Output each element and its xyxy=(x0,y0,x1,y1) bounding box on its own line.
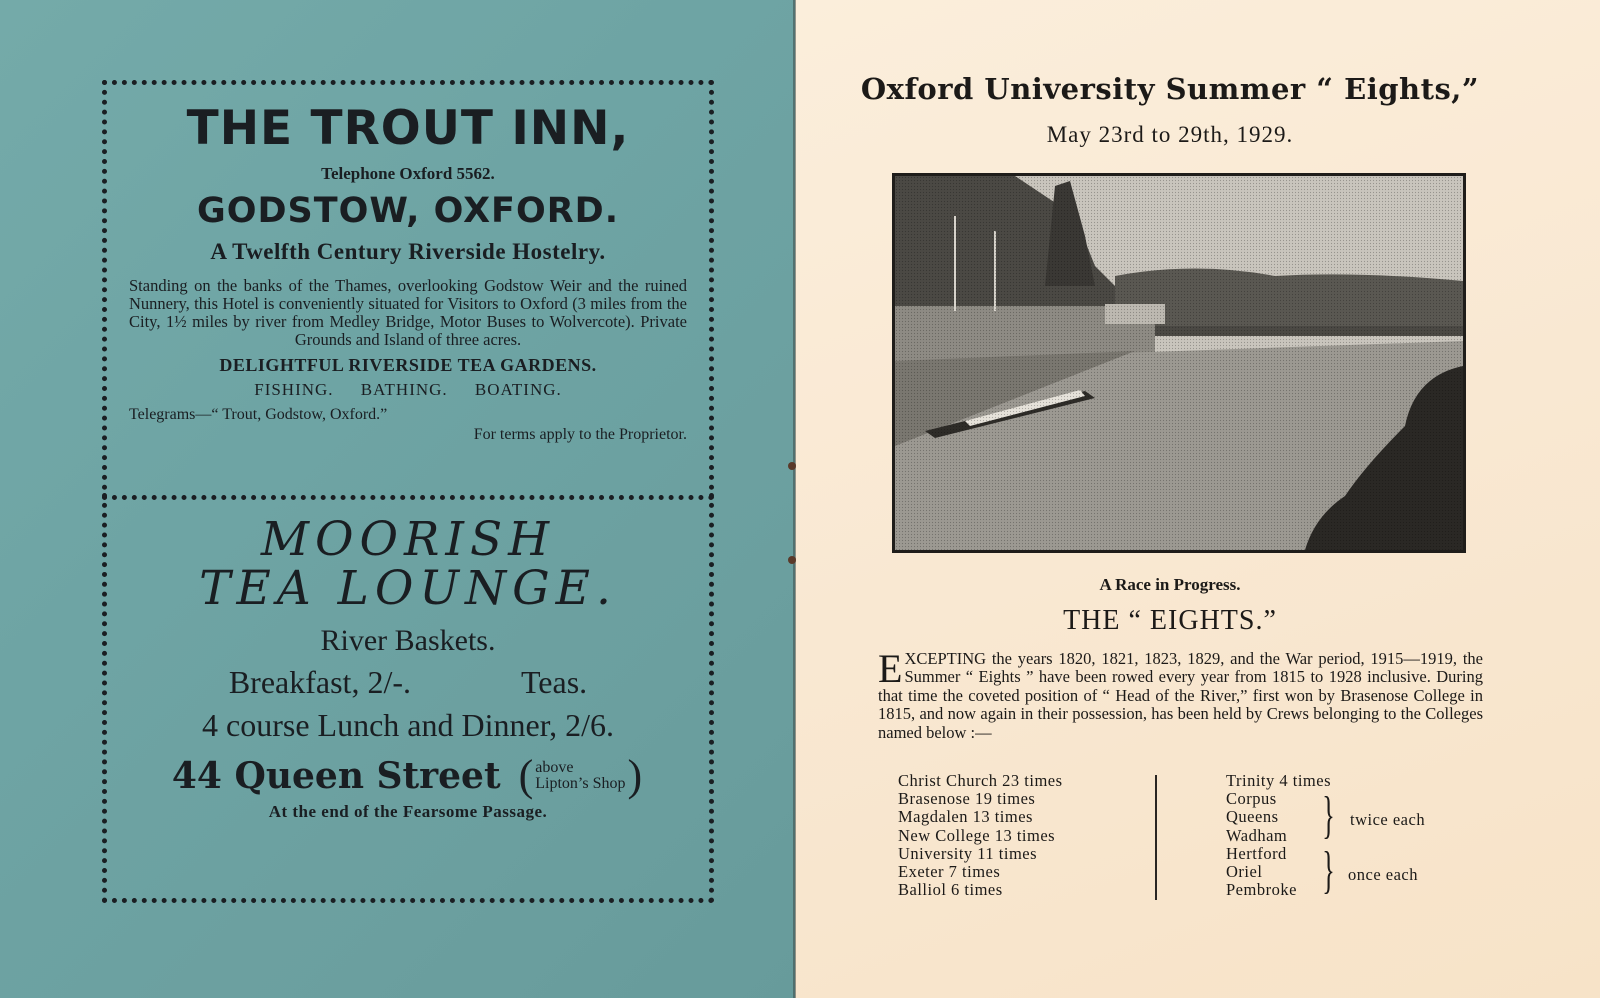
above-lipton-note xyxy=(535,760,625,792)
college-entry: University 11 times xyxy=(898,843,1038,863)
breakfast-teas-row xyxy=(107,664,709,701)
activity-fishing: FISHING. xyxy=(254,380,334,400)
moorish-tea-lounge-advert xyxy=(102,493,714,903)
college-entry: Hertford xyxy=(1226,843,1287,863)
above-text: above xyxy=(535,758,574,776)
colleges-list-right xyxy=(1226,772,1331,899)
programme-title: Oxford University Summer “ Eights,” xyxy=(860,72,1480,106)
programme-dates: May 23rd to 29th, 1929. xyxy=(1046,122,1294,147)
trout-inn-advert xyxy=(102,80,714,500)
colleges-list-left xyxy=(898,772,1063,899)
college-entry: Corpus xyxy=(1226,789,1277,809)
fearsome-passage: At the end of the Fearsome Passage. xyxy=(268,801,548,821)
trout-inn-description xyxy=(129,277,687,350)
eights-paragraph xyxy=(878,646,1483,742)
eights-heading: THE “ EIGHTS.” xyxy=(1063,605,1277,636)
twice-each-label: twice each xyxy=(1350,810,1426,829)
brace-once: } xyxy=(1322,842,1335,899)
rowing-race-photo xyxy=(892,173,1466,553)
staple xyxy=(788,462,796,470)
college-entry: Queens xyxy=(1226,807,1279,827)
body-line: and the ruined Nunnery, this Hotel is conveniently situated for xyxy=(129,275,688,313)
tea-gardens-line: DELIGHTFUL RIVERSIDE TEA GARDENS. xyxy=(219,355,597,376)
photo-caption: A Race in Progress. xyxy=(1099,575,1241,594)
close-paren: ) xyxy=(627,750,643,800)
college-entry: Trinity 4 times xyxy=(1226,771,1331,790)
trout-inn-subtitle: A Twelfth Century Riverside Hostelry. xyxy=(210,238,606,264)
college-entry: Wadham xyxy=(1226,825,1288,845)
breakfast-price: Breakfast, 2/-. xyxy=(228,663,411,700)
booklet-spine xyxy=(793,0,796,998)
trout-inn-telephone: Telephone Oxford 5562. xyxy=(321,164,495,183)
drop-cap: E xyxy=(878,646,903,691)
college-entry: Pembroke xyxy=(1226,880,1297,900)
trout-inn-title: THE TROUT INN, xyxy=(186,101,630,156)
body-line: and Island of three acres. xyxy=(355,330,522,350)
college-entry: Oriel xyxy=(1226,862,1263,882)
photo-illustration xyxy=(895,176,1463,550)
open-paren: ( xyxy=(518,750,534,800)
terms-line: For terms apply to the Proprietor. xyxy=(473,426,687,444)
college-entry: Christ Church 23 times xyxy=(898,771,1063,790)
lunch-dinner-price: 4 course Lunch and Dinner, 2/6. xyxy=(202,706,614,743)
activities-line xyxy=(107,380,709,400)
body-line: Standing on the banks of the Thames, overlooking Godstow Weir xyxy=(129,275,582,295)
body-line: Visitors to Oxford (3 miles from the City, 1½ miles by river from xyxy=(129,293,688,331)
teas-label: Teas. xyxy=(520,663,588,700)
moorish-title-line2: TEA LOUNGE. xyxy=(199,561,617,617)
trout-inn-place: GODSTOW, OXFORD. xyxy=(196,191,620,231)
address-line xyxy=(107,750,709,800)
college-entry: Exeter 7 times xyxy=(898,862,1001,882)
paragraph-text: XCEPTING the years 1820, 1821, 1823, 1829, and the War period, 1915—1919, the Summer “ Eights ” have been rowed every year from 1815 to 1928 inclusive. During that time the coveted position of “ Head of the River,” first won by Brasenose College in 1815, and now again in their possession, has been held by Crews belonging to the Colleges named below :— xyxy=(878,649,1483,742)
lipton-text: Lipton’s Shop xyxy=(535,774,626,792)
halftone-screen xyxy=(895,176,1463,550)
activity-boating: BOATING. xyxy=(474,380,562,400)
street-address: 44 Queen Street xyxy=(171,754,501,797)
college-entry: Balliol 6 times xyxy=(898,880,1003,900)
moorish-title-line1: MOORISH xyxy=(260,512,556,567)
river-baskets: River Baskets. xyxy=(320,623,496,657)
column-divider xyxy=(1155,775,1157,900)
brace-twice: } xyxy=(1322,787,1335,844)
body-line: Medley Bridge, Motor Buses to Wolvercote). Private Grounds xyxy=(294,311,687,350)
college-entry: Brasenose 19 times xyxy=(898,789,1036,809)
telegrams-line: Telegrams—“ Trout, Godstow, Oxford.” xyxy=(129,406,388,424)
activity-bathing: BATHING. xyxy=(360,380,448,400)
college-entry: New College 13 times xyxy=(898,825,1056,845)
staple xyxy=(788,556,796,564)
college-entry: Magdalen 13 times xyxy=(898,807,1033,827)
once-each-label: once each xyxy=(1348,865,1418,884)
